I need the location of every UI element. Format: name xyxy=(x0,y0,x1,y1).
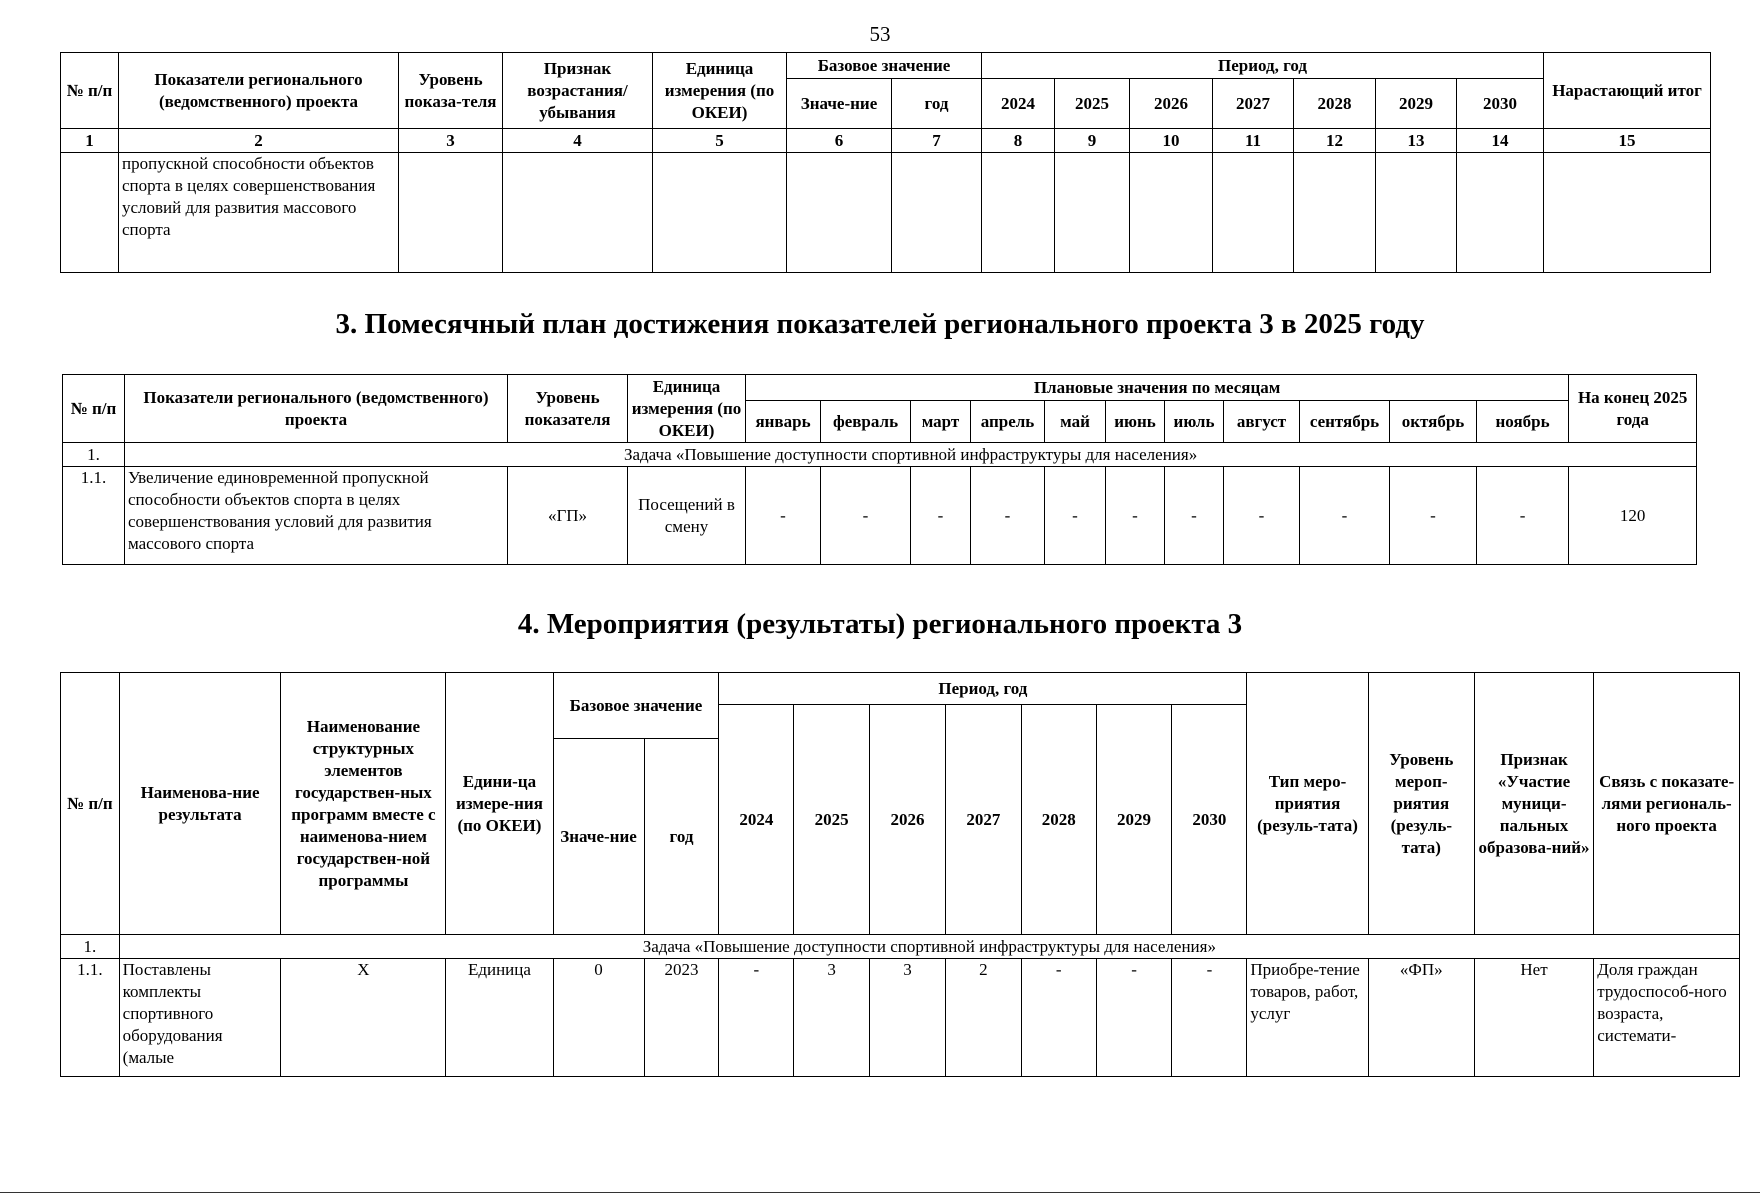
task-text: Задача «Повышение доступности спортивной инфраструктуры для населения» xyxy=(125,443,1697,467)
header-num: № п/п xyxy=(63,375,125,443)
header-year: 2028 xyxy=(1294,79,1376,129)
header-municipal: Признак «Участие муници-пальных образова-ний» xyxy=(1474,673,1593,935)
table-cell xyxy=(1376,153,1457,273)
header-link: Связь с показате-лями региональ-ного проекта xyxy=(1594,673,1740,935)
header-type: Тип меро-приятия (резуль-тата) xyxy=(1247,673,1368,935)
header-year: 2028 xyxy=(1021,705,1096,935)
column-number: 13 xyxy=(1376,129,1457,153)
header-level: Уровень показа-теля xyxy=(399,53,503,129)
result-name: Поставлены комплекты спортивного оборудования (малые xyxy=(119,959,281,1077)
table-cell xyxy=(1213,153,1294,273)
task-number: 1. xyxy=(63,443,125,467)
header-year: 2024 xyxy=(719,705,794,935)
indicator-link: Доля граждан трудоспособ-ного возраста, системати- xyxy=(1594,959,1740,1077)
section-4-title: 4. Мероприятия (результаты) регионального проекта 3 xyxy=(517,608,1243,640)
header-month: апрель xyxy=(971,401,1045,443)
year-value: - xyxy=(1096,959,1172,1077)
header-unit: Едини-ца измере-ния (по ОКЕИ) xyxy=(446,673,553,935)
year-value: - xyxy=(1021,959,1096,1077)
header-monthly: Плановые значения по месяцам xyxy=(746,375,1569,401)
base-year: 2023 xyxy=(644,959,719,1077)
table-cell xyxy=(1544,153,1711,273)
header-result: Наименова-ние результата xyxy=(119,673,281,935)
header-base: Базовое значение xyxy=(787,53,982,79)
header-year: 2030 xyxy=(1172,705,1247,935)
table-cell xyxy=(1055,153,1130,273)
header-year: 2025 xyxy=(1055,79,1130,129)
indicator-name: Увеличение единовременной пропускной способности объектов спорта в целях совершенствования условий для развития массового спорта xyxy=(125,467,508,565)
month-value: - xyxy=(1165,467,1224,565)
month-value: - xyxy=(1477,467,1569,565)
year-value: - xyxy=(1172,959,1247,1077)
header-num: № п/п xyxy=(61,53,119,129)
column-number: 12 xyxy=(1294,129,1376,153)
year-value: 3 xyxy=(870,959,946,1077)
header-unit: Единица измерения (по ОКЕИ) xyxy=(653,53,787,129)
table-cell xyxy=(1130,153,1213,273)
month-value: - xyxy=(1106,467,1165,565)
header-month: май xyxy=(1045,401,1106,443)
year-value: 3 xyxy=(794,959,870,1077)
indicators-table-continued xyxy=(60,52,1711,273)
row-number: 1.1. xyxy=(61,959,120,1077)
column-number: 5 xyxy=(653,129,787,153)
column-number: 11 xyxy=(1213,129,1294,153)
header-month: март xyxy=(911,401,971,443)
table-cell xyxy=(982,153,1055,273)
month-value: - xyxy=(971,467,1045,565)
year-value: - xyxy=(719,959,794,1077)
month-value: - xyxy=(1045,467,1106,565)
indicator-unit: Посещений в смену xyxy=(628,467,746,565)
header-month: ноябрь xyxy=(1477,401,1569,443)
header-base: Базовое значение xyxy=(553,673,719,739)
column-number: 3 xyxy=(399,129,503,153)
header-period: Период, год xyxy=(719,673,1247,705)
month-value: - xyxy=(1224,467,1300,565)
section-3-title: 3. Помесячный план достижения показателей регионального проекта 3 в 2025 году xyxy=(335,308,1425,340)
header-num: № п/п xyxy=(61,673,120,935)
result-level: «ФП» xyxy=(1368,959,1474,1077)
header-year: 2026 xyxy=(870,705,946,935)
header-unit: Единица измерения (по ОКЕИ) xyxy=(628,375,746,443)
table-cell xyxy=(787,153,892,273)
header-year: 2027 xyxy=(1213,79,1294,129)
column-number: 15 xyxy=(1544,129,1711,153)
header-level: Уровень показателя xyxy=(508,375,628,443)
column-number: 8 xyxy=(982,129,1055,153)
monthly-plan-table xyxy=(62,374,1697,565)
header-indicator: Показатели регионального (ведомственного) проекта xyxy=(125,375,508,443)
column-number: 7 xyxy=(892,129,982,153)
row-number: 1.1. xyxy=(63,467,125,565)
header-base-year: год xyxy=(892,79,982,129)
table-cell xyxy=(1294,153,1376,273)
header-base-value: Значе-ние xyxy=(787,79,892,129)
year-value: 2 xyxy=(945,959,1021,1077)
header-year: 2030 xyxy=(1457,79,1544,129)
header-month: январь xyxy=(746,401,821,443)
header-end: На конец 2025 года xyxy=(1569,375,1697,443)
header-elements: Наименование структурных элементов государствен-ных программ вместе с наименова-нием государствен-ной программы xyxy=(281,673,446,935)
task-number: 1. xyxy=(61,935,120,959)
task-text: Задача «Повышение доступности спортивной инфраструктуры для населения» xyxy=(119,935,1739,959)
month-value: - xyxy=(821,467,911,565)
header-year: 2029 xyxy=(1096,705,1172,935)
header-year: 2029 xyxy=(1376,79,1457,129)
column-number: 14 xyxy=(1457,129,1544,153)
month-value: - xyxy=(1300,467,1390,565)
month-value: - xyxy=(746,467,821,565)
header-indicator: Показатели регионального (ведомственного) проекта xyxy=(119,53,399,129)
municipal-participation: Нет xyxy=(1474,959,1593,1077)
header-sign: Признак возрастания/ убывания xyxy=(503,53,653,129)
column-number: 9 xyxy=(1055,129,1130,153)
header-year: 2027 xyxy=(945,705,1021,935)
column-number: 6 xyxy=(787,129,892,153)
table-cell xyxy=(503,153,653,273)
header-base-value: Значе-ние xyxy=(553,739,644,935)
column-number: 10 xyxy=(1130,129,1213,153)
page-bottom-rule xyxy=(0,1192,1760,1193)
table-cell xyxy=(653,153,787,273)
indicator-level: «ГП» xyxy=(508,467,628,565)
header-level: Уровень мероп-риятия (резуль-тата) xyxy=(1368,673,1474,935)
structural-elements: Х xyxy=(281,959,446,1077)
month-value: - xyxy=(1390,467,1477,565)
header-month: август xyxy=(1224,401,1300,443)
result-unit: Единица xyxy=(446,959,553,1077)
table-cell xyxy=(61,153,119,273)
page-number: 53 xyxy=(869,22,891,46)
header-month: июнь xyxy=(1106,401,1165,443)
header-month: октябрь xyxy=(1390,401,1477,443)
header-month: июль xyxy=(1165,401,1224,443)
header-cumulative: Нарастающий итог xyxy=(1544,53,1711,129)
header-period: Период, год xyxy=(982,53,1544,79)
table-cell xyxy=(1457,153,1544,273)
header-month: февраль xyxy=(821,401,911,443)
table-cell xyxy=(892,153,982,273)
month-value: - xyxy=(911,467,971,565)
result-type: Приобре-тение товаров, работ, услуг xyxy=(1247,959,1368,1077)
results-table xyxy=(60,672,1740,1077)
header-base-year: год xyxy=(644,739,719,935)
column-number: 4 xyxy=(503,129,653,153)
header-month: сентябрь xyxy=(1300,401,1390,443)
header-year: 2025 xyxy=(794,705,870,935)
end-of-year-value: 120 xyxy=(1569,467,1697,565)
indicator-continued-text: пропускной способности объектов спорта в целях совершенствования условий для развития массового спорта xyxy=(119,153,399,273)
column-number: 2 xyxy=(119,129,399,153)
table-cell xyxy=(399,153,503,273)
column-number: 1 xyxy=(61,129,119,153)
base-value: 0 xyxy=(553,959,644,1077)
header-year: 2024 xyxy=(982,79,1055,129)
header-year: 2026 xyxy=(1130,79,1213,129)
